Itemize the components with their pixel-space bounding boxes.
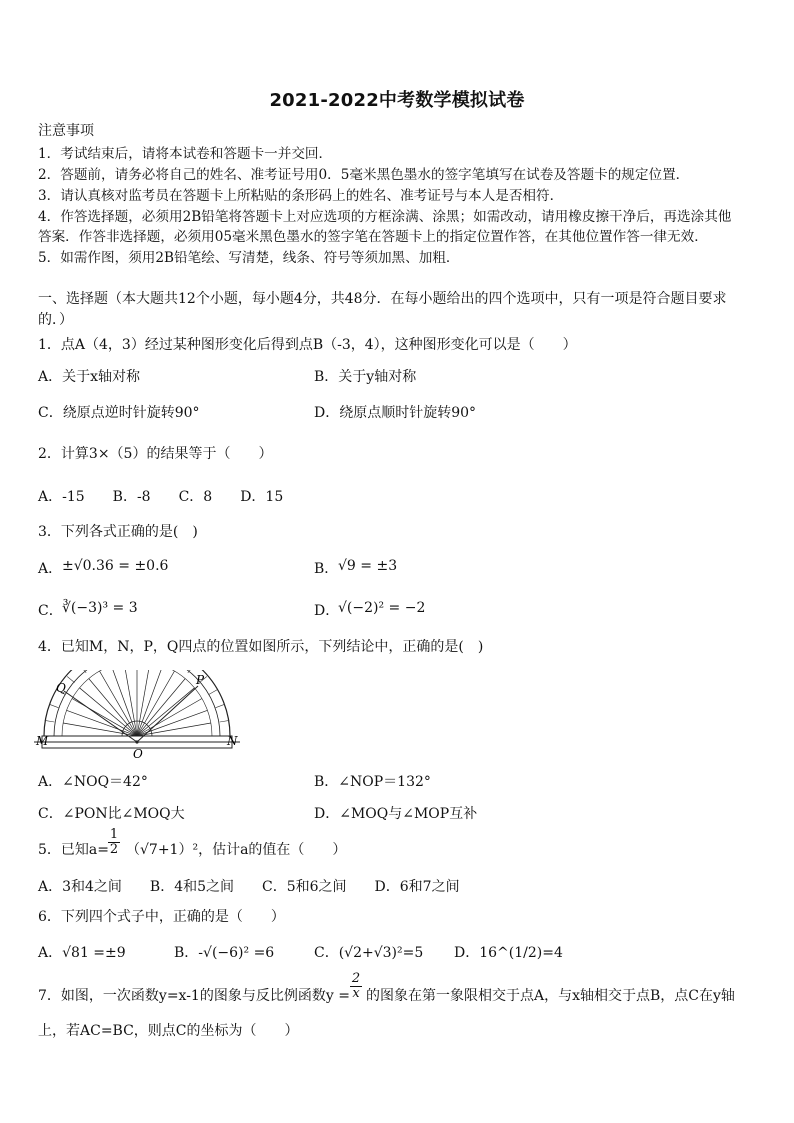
question-5-fraction xyxy=(108,828,120,857)
question-2-options: A．-15 B．-8 C．8 D．15 xyxy=(38,489,284,505)
question-3-option-d-expr: √(−2)² = −2 xyxy=(338,600,426,616)
section-heading-line1: 一、选择题（本大题共12个小题，每小题4分，共48分．在每小题给出的四个选项中，只有一项是符合题目要求 xyxy=(38,291,727,307)
page-title: 2021-2022中考数学模拟试卷 xyxy=(269,90,525,111)
question-6-stem: 6．下列四个式子中，正确的是（ ） xyxy=(38,909,285,925)
question-7-line2: 上，若AC=BC，则点C的坐标为（ ） xyxy=(38,1023,299,1039)
question-6-option-b: B．-√(−6)² =6 xyxy=(174,945,275,961)
question-2-stem: 2．计算3×（5）的结果等于（ ） xyxy=(38,446,273,462)
question-3-option-d-label: D． xyxy=(314,603,340,619)
question-3-option-a-expr: ±√0.36 = ±0.6 xyxy=(62,558,169,574)
question-3-stem: 3．下列各式正确的是( ) xyxy=(38,524,198,540)
question-1-option-b: B．关于y轴对称 xyxy=(314,369,417,385)
question-3-option-c-label: C． xyxy=(38,603,63,619)
question-5-stem-pre: 5．已知a= xyxy=(38,842,109,858)
label-p: P xyxy=(196,673,205,687)
protractor-figure xyxy=(34,670,244,762)
notice-item: 3．请认真核对监考员在答题卡上所粘贴的条形码上的姓名、准考证号与本人是否相符． xyxy=(38,188,564,204)
question-6-option-a: A．√81 =±9 xyxy=(38,945,126,961)
question-4-option-a: A．∠NOQ＝42° xyxy=(38,774,148,790)
notice-item: 答案．作答非选择题，必须用05毫米黑色墨水的签字笔在答题卡上的指定位置作答，在其他位置作答一律无效． xyxy=(38,229,708,245)
question-4-option-b: B．∠NOP＝132° xyxy=(314,774,431,790)
question-3-option-b-expr: √9 = ±3 xyxy=(338,558,398,574)
question-7-fraction-numerator: 2 xyxy=(351,971,361,986)
question-4-stem: 4．已知M，N，P，Q四点的位置如图所示，下列结论中，正确的是( ) xyxy=(38,639,484,655)
question-5-fraction-denominator: 2 xyxy=(109,842,119,857)
label-n: N xyxy=(227,734,238,748)
notice-heading: 注意事项 xyxy=(38,123,94,139)
question-1-option-c: C．绕原点逆时针旋转90° xyxy=(38,405,200,421)
question-7-fraction-denominator: x xyxy=(350,986,362,1001)
question-1-option-a: A．关于x轴对称 xyxy=(38,369,141,385)
question-3-option-a-label: A． xyxy=(38,561,63,577)
question-5-options: A．3和4之间 B．4和5之间 C．5和6之间 D．6和7之间 xyxy=(38,879,460,895)
question-4-option-d: D．∠MOQ与∠MOP互补 xyxy=(314,806,478,822)
question-1-stem: 1．点A（4，3）经过某种图形变化后得到点B（-3，4），这种图形变化可以是（ ） xyxy=(38,337,577,353)
question-6-option-d: D．16^(1/2)=4 xyxy=(454,945,563,961)
question-3-option-c-expr: ∛(−3)³ = 3 xyxy=(62,600,138,616)
question-5-stem-post: （√7+1）²，估计a的值在（ ） xyxy=(126,842,347,858)
notice-item: 2．答题前，请务必将自己的姓名、准考证号用0．5毫米黑色墨水的签字笔填写在试卷及答题卡的规定位置． xyxy=(38,167,690,183)
notice-item: 5．如需作图，须用2B铅笔绘、写清楚，线条、符号等须加黑、加粗． xyxy=(38,250,460,266)
question-7-fraction xyxy=(350,972,362,1001)
question-6-option-c: C．(√2+√3)²=5 xyxy=(314,945,424,961)
question-7-line1-post: 的图象在第一象限相交于点A，与x轴相交于点B，点C在y轴 xyxy=(366,988,735,1004)
question-1-option-d: D．绕原点顺时针旋转90° xyxy=(314,405,477,421)
notice-item: 4．作答选择题，必须用2B铅笔将答题卡上对应选项的方框涂满、涂黑；如需改动，请用橡皮擦干净后，再选涂其他 xyxy=(38,209,732,225)
question-3-option-b-label: B． xyxy=(314,561,339,577)
notice-item: 1．考试结束后，请将本试卷和答题卡一并交回． xyxy=(38,146,333,162)
label-m: M xyxy=(36,734,49,748)
label-q: Q xyxy=(56,681,66,695)
section-heading-line2: 的．） xyxy=(38,312,73,328)
question-4-option-c: C．∠PON比∠MOQ大 xyxy=(38,806,185,822)
protractor-spokes xyxy=(62,670,212,736)
label-o: O xyxy=(133,747,143,761)
question-5-fraction-numerator: 1 xyxy=(109,827,119,842)
question-7-line1-pre: 7．如图，一次函数y=x-1的图象与反比例函数y = xyxy=(38,988,350,1004)
ray-op xyxy=(137,686,198,742)
